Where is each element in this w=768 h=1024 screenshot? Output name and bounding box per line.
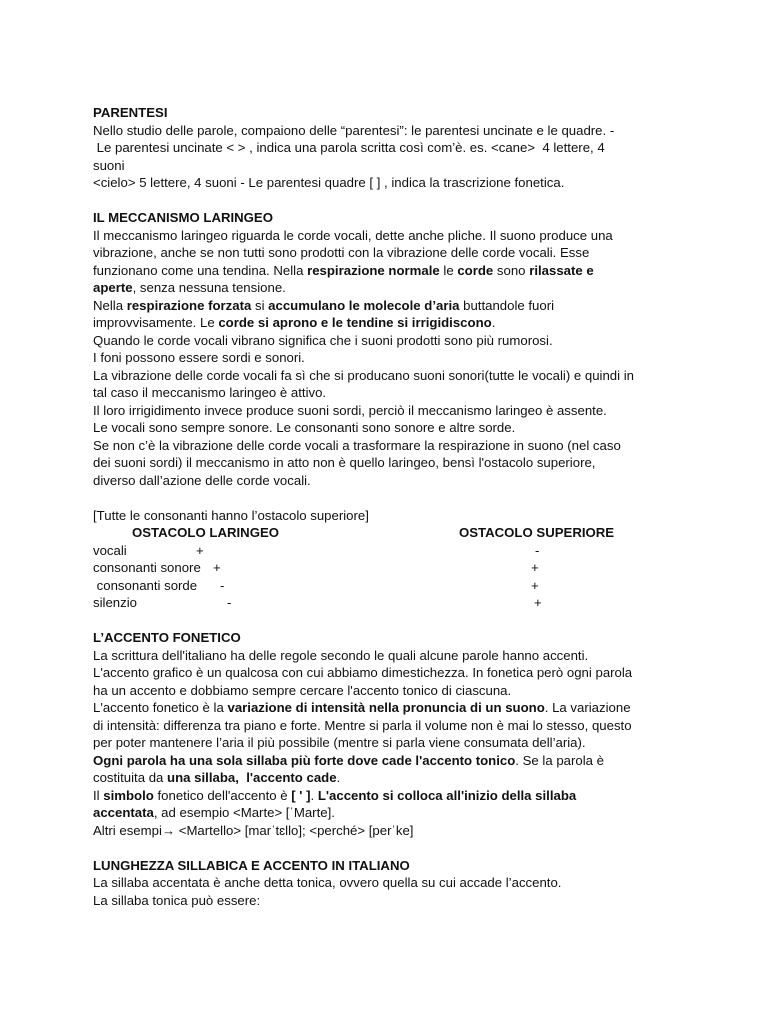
- paragraph-line: Quando le corde vocali vibrano significa che i suoni prodotti sono più rumorosi.: [93, 332, 553, 348]
- table-row: [93, 594, 683, 612]
- table-note: [Tutte le consonanti hanno l’ostacolo superiore]: [93, 507, 369, 523]
- row-superiore: -: [535, 542, 540, 558]
- paragraph-line: L'accento grafico è un qualcosa con cui abbiamo dimestichezza. In fonetica però ogni parola: [93, 665, 633, 680]
- table-row: [93, 542, 683, 560]
- paragraph-line: suoni: [93, 157, 125, 173]
- paragraph-line: L'accento fonetico è la variazione di intensità nella pronuncia di un suono. La variazione: [93, 700, 631, 715]
- section-title-meccanismo: IL MECCANISMO LARINGEO: [93, 210, 273, 225]
- row-laringeo: +: [196, 542, 204, 558]
- section-title-lunghezza: LUNGHEZZA SILLABICA E ACCENTO IN ITALIANO: [93, 857, 410, 873]
- paragraph-line: ha un accento e dobbiamo sempre cercare l'accento tonico di ciascuna.: [93, 682, 512, 698]
- table-header: [93, 524, 683, 542]
- paragraph-line: vibrazione, anche se non tutti sono prodotti con la vibrazione delle corde vocali. Esse: [93, 245, 590, 260]
- paragraph-line: funzionano come una tendina. Nella respirazione normale le corde sono rilassate e: [93, 262, 594, 278]
- paragraph-line: La sillaba accentata è anche detta tonica, ovvero quella su cui accade l’accento.: [93, 875, 562, 890]
- paragraph-line: Le vocali sono sempre sonore. Le consonanti sono sonore e altre sorde.: [93, 420, 516, 435]
- paragraph-line: Le parentesi uncinate < > , indica una parola scritta così com’è. es. <cane> 4 lettere, 4: [93, 140, 605, 155]
- paragraph-line: tal caso il meccanismo laringeo è attivo.: [93, 385, 327, 400]
- paragraph-line: La sillaba tonica può essere:: [93, 892, 261, 908]
- paragraph-line: accentata, ad esempio <Marte> [ˈMarte].: [93, 805, 335, 820]
- paragraph-line: La vibrazione delle corde vocali fa sì che si producano suoni sonori(tutte le vocali) e quindi in: [93, 367, 634, 383]
- row-label: consonanti sorde: [93, 577, 198, 593]
- row-label: vocali: [93, 542, 127, 558]
- row-superiore: +: [531, 560, 539, 575]
- paragraph-line: Altri esempi→ <Martello> [marˈtɛllo]; <perché> [perˈke]: [93, 822, 414, 838]
- section-title-accento: L’ACCENTO FONETICO: [93, 630, 241, 645]
- paragraph-line: Nella respirazione forzata si accumulano le molecole d’aria buttandole fuori: [93, 297, 555, 313]
- paragraph-line: Se non c’è la vibrazione delle corde vocali a trasformare la respirazione in suono (nel caso: [93, 437, 621, 453]
- row-superiore: +: [531, 577, 539, 593]
- header-ostacolo-laringeo: OSTACOLO LARINGEO: [132, 525, 280, 540]
- row-label: silenzio: [93, 595, 137, 610]
- paragraph-line: dei suoni sordi) il meccanismo in atto non è quello laringeo, bensì l'ostacolo superiore,: [93, 455, 596, 470]
- table-row: [93, 577, 683, 595]
- paragraph-line: La scrittura dell'italiano ha delle regole secondo le quali alcune parole hanno accenti.: [93, 647, 589, 663]
- row-laringeo: -: [220, 577, 225, 593]
- paragraph-line: Il meccanismo laringeo riguarda le corde vocali, dette anche pliche. Il suono produce una: [93, 227, 613, 243]
- row-laringeo: -: [227, 595, 232, 610]
- paragraph-line: Il loro irrigidimento invece produce suoni sordi, perciò il meccanismo laringeo è assente.: [93, 402, 607, 418]
- paragraph-line: I foni possono essere sordi e sonori.: [93, 350, 305, 365]
- paragraph-line: <cielo> 5 lettere, 4 suoni - Le parentesi quadre [ ] , indica la trascrizione fonetica.: [93, 175, 565, 190]
- paragraph-line: Il simbolo fonetico dell'accento è [ ' ]. L'accento si colloca all'inizio della sillaba: [93, 787, 577, 803]
- paragraph-line: costituita da una sillaba, l'accento cade.: [93, 770, 341, 785]
- paragraph-line: improvvisamente. Le corde si aprono e le tendine si irrigidiscono.: [93, 315, 496, 330]
- table-row: [93, 559, 683, 577]
- document-page: [93, 104, 683, 909]
- paragraph-line: di intensità: differenza tra piano e forte. Mentre si parla il volume non è mai lo stesso, questo: [93, 717, 632, 733]
- row-label: consonanti sonore: [93, 560, 201, 575]
- section-title-parentesi: PARENTESI: [93, 105, 168, 120]
- paragraph-line: aperte, senza nessuna tensione.: [93, 280, 286, 295]
- paragraph-line: Ogni parola ha una sola sillaba più forte dove cade l'accento tonico. Se la parola è: [93, 752, 605, 768]
- row-laringeo: +: [213, 560, 221, 575]
- paragraph-line: Nello studio delle parole, compaiono delle “parentesi”: le parentesi uncinate e le quadre. -: [93, 122, 615, 138]
- row-superiore: +: [534, 595, 542, 610]
- header-ostacolo-superiore: OSTACOLO SUPERIORE: [459, 525, 615, 540]
- paragraph-line: per poter mantenere l’aria il più possibile (mentre si parla viene consumata dell’aria).: [93, 735, 586, 750]
- paragraph-line: diverso dall’azione delle corde vocali.: [93, 472, 311, 488]
